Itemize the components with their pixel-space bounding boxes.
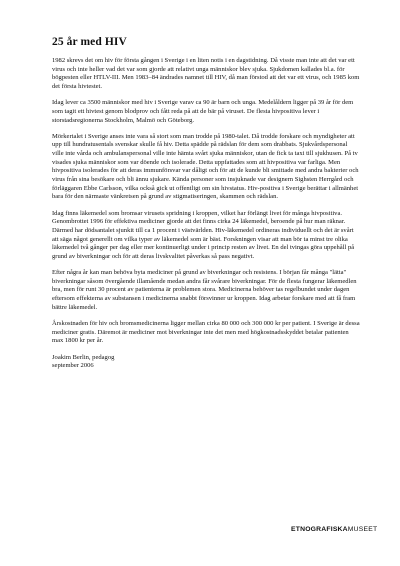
signature-block <box>52 354 360 371</box>
museum-logo <box>291 526 377 533</box>
paragraph-stigma: Mörkertalet i Sverige anses inte vara så stort som man trodde på 1980-talet. Då trodde forskare och myndigheter att upp till hundratusentals svenskar skulle få hiv. Detta spädde på rädslan för dem som drabbats. Sjukvårdspersonal ville inte vårda och ambulanspersonal ville inte hämta svårt sjuka människor, utan de fick ta taxi till sjukhusen. På tv visades sjuka människor som var döende och isolerade. Detta uppfattades som att hivpositiva var farliga. Men hivpositiva isolerades för att deras immunförsvar var dåligt och för att de kunde bli smittade med andra bakterier och virus från sina besökare och bli ännu sjukare. Kända personer som insjuknade var designern Sighsten Herrgård och förläggaren Ebbe Carlsson, vilka också gick ut offentligt om sin hivstatus. Hiv-positiva i Sverige berättar i allmänhet bara för den närmaste vänkretsen på grund av stigmatiseringen, skammen och rädslan. <box>52 132 359 201</box>
document-title: 25 år med HIV <box>52 36 127 48</box>
logo-text-secondary: MUSEET <box>347 526 378 533</box>
document-date: september 2006 <box>52 362 94 370</box>
paragraph-costs: Årskostnaden för hiv och bromsmedicinerna ligger mellan cirka 80 000 och 300 000 kr per patient. I Sverige är dessa mediciner gratis. Däremot är mediciner mot biverkningar inte det men med högkostnadsskyddet betalar patienten max 1800 kr per år. <box>52 320 360 345</box>
paragraph-statistics: Idag lever ca 3500 människor med hiv i Sverige varav ca 90 är barn och unga. Medelåldern ligger på 39 år för dem som tagit ett hivtest genom blodprov och fått reda på att de bär på viruset. De flesta hivpositiva lever i storstadsregionerna Stockholm, Malmö och Göteborg. <box>52 99 354 124</box>
paragraph-medication: Idag finns läkemedel som bromsar virusets spridning i kroppen, vilket har förlängt livet för många hivpositiva. Genombrottet 1996 för effektiva mediciner gjorde att det finns cirka 24 läkemedel, beroende på hur man räknar. Därmed har dödsantalet sjunkit till ca 1 procent i västvärlden. Hiv-läkemedel ordineras individuellt och det är svårt att säga något generellt om vilka typer av läkemedel som är bäst. Forskningen visar att man bör ta minst tre olika läkemedel två gånger per dag eller mer kontinuerligt under i princip resten av livet. En del tvingas göra uppehåll på grund av biverkningar och för att deras livskvalitet påverkas så pass negativt. <box>52 209 355 260</box>
author-name: Joakim Berlin, pedagog <box>52 353 115 361</box>
paragraph-side-effects: Efter några år kan man behöva byta mediciner på grund av biverkningar och resistens. I början får många "lätta" biverkningar såsom övergående illamående medan andra får svårare biverkningar. För de flesta fungerar läkemedlen bra, men för runt 30 procent av patienterna är problemen stora. Medicinerna behöver tas regelbundet under dagen eftersom effekterna av substansen i medicinerna snabbt försvinner ur kroppen. Idag arbetar forskare med att få fram bättre läkemedel. <box>52 269 357 311</box>
paragraph-history: 1982 skrevs det om hiv för första gången i Sverige i en liten notis i en dagstidning. Då visste man inte att det var ett virus och inte heller vad det var som gjorde att relativt unga människor blev sjuka. Sjukdomen kallades bl.a. för bögpesten eller HTLV-III. Men 1983–84 ändrades namnet till HIV, då man förstod att det var ett virus, och 1985 kom det första hivtestet. <box>52 57 360 90</box>
logo-text-primary: ETNOGRAFISKA <box>291 526 348 533</box>
